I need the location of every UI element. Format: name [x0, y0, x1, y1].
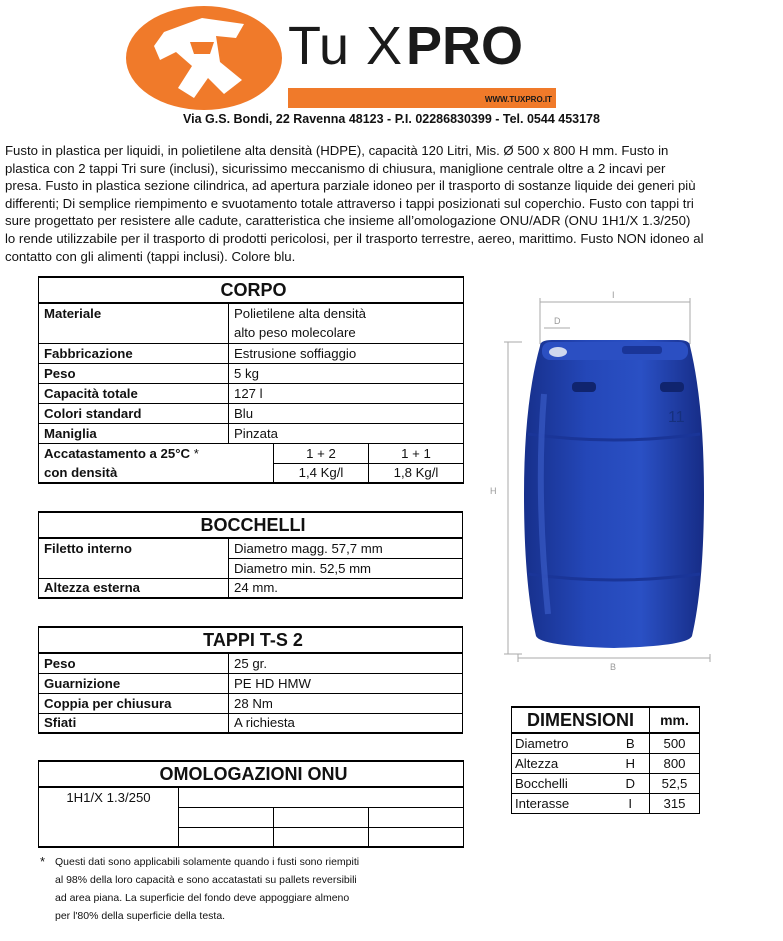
colori-label: Colori standard	[39, 403, 229, 423]
drum-illustration	[482, 284, 782, 674]
fabbricazione-label: Fabbricazione	[39, 343, 229, 363]
bocchelli-table	[38, 511, 463, 599]
asterisk: *	[193, 445, 199, 461]
tappi-title: TAPPI T-S 2	[39, 627, 463, 653]
maniglia-label: Maniglia	[39, 423, 229, 443]
dim-name: Interasse	[512, 793, 612, 813]
tappi-table	[38, 626, 463, 734]
tappi-peso-value: 25 gr.	[229, 653, 463, 673]
altezza-esterna-value: 24 mm.	[229, 578, 463, 598]
accat-col1-top: 1 + 2	[274, 443, 369, 463]
footnote-line: al 98% della loro capacità e sono accatastati su pallets reversibili	[55, 874, 357, 886]
table-row	[512, 753, 700, 773]
footnote-line: ad area piana. La superficie del fondo deve appoggiare almeno	[55, 892, 350, 904]
intro-line: differenti; Di semplice riempimento e svuotamento totale attraverso i tappi posizionati sul coperchio. Fusto con tappi tri	[5, 195, 694, 211]
bocchelli-title: BOCCHELLI	[39, 512, 463, 538]
omologazione-code: 1H1/X 1.3/250	[39, 787, 179, 807]
colori-value: Blu	[229, 403, 464, 423]
accat-col2-bottom: 1,8 Kg/l	[369, 463, 464, 483]
densita-label: con densità	[39, 463, 274, 483]
capacita-value: 127 l	[229, 383, 464, 403]
peso-label: Peso	[39, 363, 229, 383]
dimensioni-title: DIMENSIONI	[512, 707, 650, 733]
dim-value: 500	[650, 733, 700, 753]
dim-value: 52,5	[650, 773, 700, 793]
dim-code: H	[612, 753, 650, 773]
drum-grip-right	[660, 382, 684, 392]
drum-cap-left	[549, 347, 567, 357]
company-address: Via G.S. Bondi, 22 Ravenna 48123 - P.I. 02286830399 - Tel. 0544 453178	[183, 112, 600, 126]
omologazioni-table	[38, 760, 464, 848]
coppia-label: Coppia per chiusura	[39, 693, 229, 713]
intro-line: contatto con gli alimenti (tappi inclusi). Colore blu.	[5, 248, 296, 264]
sfiati-value: A richiesta	[229, 713, 463, 733]
intro-line: plastica con 2 tappi Tri sure (inclusi), sicurissimo meccanismo di chiusura, maniglione centrale oltre a 2 incavi per	[5, 160, 666, 176]
accatastamento-label: Accatastamento a 25°C *	[39, 443, 274, 463]
intro-line: lo rende utilizzabile per il trasporto di prodotti pericolosi, per il trasporto terrestre, aereo, marittimo. Fusto NON idoneo al	[5, 230, 704, 246]
fabbricazione-value: Estrusione soffiaggio	[229, 343, 464, 363]
dim-code: D	[612, 773, 650, 793]
dim-code: I	[612, 793, 650, 813]
corpo-title: CORPO	[39, 277, 464, 303]
footnote-line: per l'80% della superficie della testa.	[55, 910, 226, 922]
tuxpro-logo	[124, 2, 564, 114]
altezza-esterna-label: Altezza esterna	[39, 578, 229, 598]
dim-label-b: B	[610, 662, 617, 672]
materiale-value: Polietilene alta densità	[229, 303, 464, 323]
dim-value: 315	[650, 793, 700, 813]
logo-brand-bold: PRO	[406, 16, 524, 76]
materiale-value-2: alto peso molecolare	[229, 323, 464, 343]
tappi-peso-label: Peso	[39, 653, 229, 673]
maniglia-value: Pinzata	[229, 423, 464, 443]
guarnizione-label: Guarnizione	[39, 673, 229, 693]
omologazioni-title: OMOLOGAZIONI ONU	[39, 761, 464, 787]
intro-line: sure progettato per resistere alle cadute, caratteristica che insieme all’omologazione ONU/ADR (ONU 1H1/X 1.3/250)	[5, 213, 691, 229]
dim-value: 800	[650, 753, 700, 773]
materiale-label: Materiale	[39, 303, 229, 323]
accat-col1-bottom: 1,4 Kg/l	[274, 463, 369, 483]
sfiati-label: Sfiati	[39, 713, 229, 733]
logo-brand-light: Tu	[288, 16, 350, 76]
dimensioni-unit: mm.	[650, 707, 700, 733]
drum-embossed-mark: 11	[668, 409, 685, 426]
logo-website: WWW.TUXPRO.IT	[484, 95, 552, 104]
accat-col2-top: 1 + 1	[369, 443, 464, 463]
guarnizione-value: PE HD HMW	[229, 673, 463, 693]
dim-code: B	[612, 733, 650, 753]
dim-name: Altezza	[512, 753, 612, 773]
dim-label-d: D	[554, 316, 561, 326]
footnote-star: *	[40, 854, 46, 869]
dim-label-i: I	[612, 290, 615, 300]
dim-name: Bocchelli	[512, 773, 612, 793]
intro-line: Fusto in plastica per liquidi, in polietilene alta densità (HDPE), capacità 120 Litri, Mis. Ø 500 x 800 H mm. Fusto in	[5, 143, 669, 158]
dimensioni-table	[511, 706, 700, 814]
dim-label-h: H	[490, 486, 497, 496]
peso-value: 5 kg	[229, 363, 464, 383]
table-row	[512, 773, 700, 793]
filetto-value-2: Diametro min. 52,5 mm	[229, 558, 463, 578]
dim-name: Diametro	[512, 733, 612, 753]
capacita-label: Capacità totale	[39, 383, 229, 403]
coppia-value: 28 Nm	[229, 693, 463, 713]
footnote-line: Questi dati sono applicabili solamente quando i fusti sono riempiti	[55, 856, 360, 868]
logo-brand-x: X	[366, 16, 403, 76]
intro-line: presa. Fusto in plastica sezione cilindrica, ad apertura parziale idoneo per il trasporto di sostanze liquide dei generi più	[5, 178, 696, 194]
product-description	[5, 142, 777, 265]
footnote	[40, 853, 400, 925]
table-row	[512, 733, 700, 753]
filetto-value-1: Diametro magg. 57,7 mm	[229, 538, 463, 558]
filetto-label: Filetto interno	[39, 538, 229, 558]
table-row	[512, 793, 700, 813]
corpo-table	[38, 276, 464, 484]
drum-handle	[622, 346, 662, 354]
drum-grip-left	[572, 382, 596, 392]
